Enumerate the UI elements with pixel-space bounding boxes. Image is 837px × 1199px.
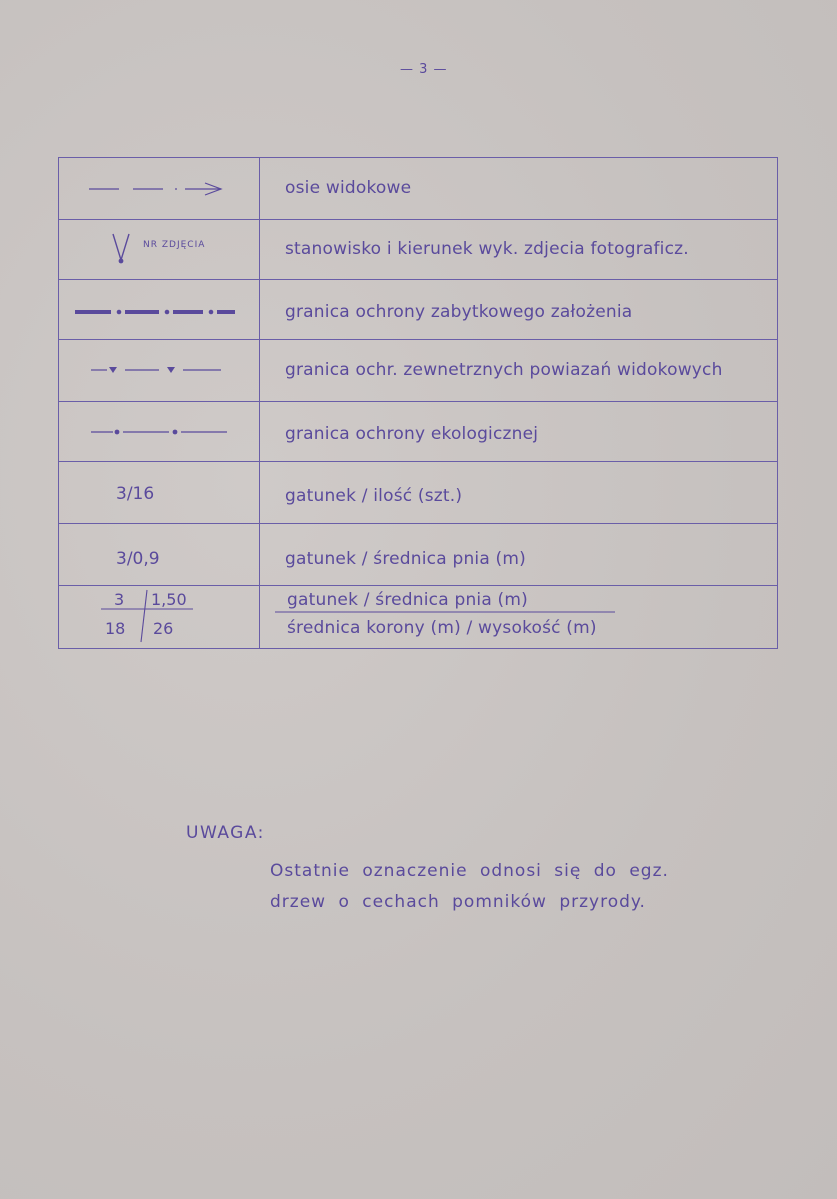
dashed-arrow-symbol bbox=[59, 158, 259, 219]
legend-row bbox=[59, 220, 777, 280]
note-heading: UWAGA: bbox=[186, 823, 265, 843]
legend-table bbox=[58, 157, 778, 649]
legend-row bbox=[59, 402, 777, 462]
species-diameter-symbol: 3/0,9 bbox=[116, 549, 160, 569]
legend-row bbox=[59, 586, 777, 648]
legend-row bbox=[59, 280, 777, 340]
legend-description: osie widokowe bbox=[285, 178, 412, 198]
fraction-top-right: 1,50 bbox=[151, 590, 187, 609]
legend-description: stanowisko i kierunek wyk. zdjecia fotograficz. bbox=[285, 239, 689, 259]
fraction-bottom-right: 26 bbox=[153, 619, 174, 638]
legend-row bbox=[59, 158, 777, 220]
note-line-2: drzew o cechach pomników przyrody. bbox=[270, 892, 646, 912]
legend-description-bottom: średnica korony (m) / wysokość (m) bbox=[287, 618, 597, 638]
triangle-dash-symbol bbox=[59, 340, 259, 401]
fraction-top-left: 3 bbox=[114, 590, 125, 609]
thick-dash-dot-symbol bbox=[59, 280, 259, 339]
dot-dash-symbol bbox=[59, 402, 259, 461]
legend-description: granica ochrony zabytkowego założenia bbox=[285, 302, 633, 322]
page-number: — 3 — bbox=[400, 62, 448, 77]
legend-row bbox=[59, 524, 777, 586]
legend-description: gatunek / średnica pnia (m) bbox=[285, 549, 526, 569]
legend-row bbox=[59, 462, 777, 524]
legend-description: granica ochr. zewnetrznych powiazań widokowych bbox=[285, 360, 723, 380]
fraction-bottom-left: 18 bbox=[105, 619, 126, 638]
legend-description: gatunek / ilość (szt.) bbox=[285, 486, 463, 506]
photo-station-symbol bbox=[59, 220, 259, 279]
legend-description: granica ochrony ekologicznej bbox=[285, 424, 539, 444]
species-count-symbol: 3/16 bbox=[116, 484, 155, 504]
legend-row bbox=[59, 340, 777, 402]
photo-number-label: NR ZDJĘCIA bbox=[143, 240, 206, 250]
legend-description-top: gatunek / średnica pnia (m) bbox=[287, 590, 528, 610]
note-line-1: Ostatnie oznaczenie odnosi się do egz. bbox=[270, 861, 669, 881]
